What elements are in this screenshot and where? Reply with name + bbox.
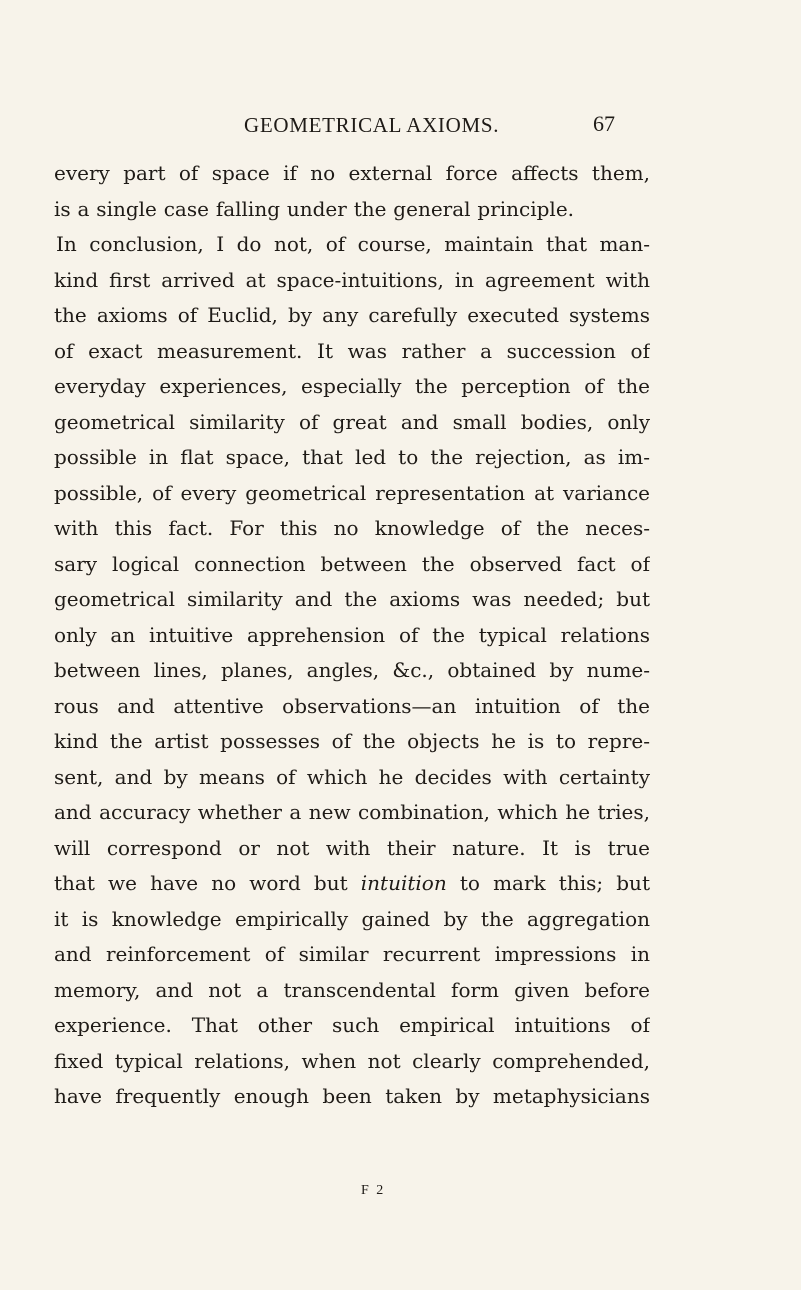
text-line: of exact measurement. It was rather a succession of <box>54 338 650 363</box>
page-header <box>0 113 801 143</box>
italic-term: intuition <box>360 871 447 895</box>
text-line: possible, of every geometrical representation at variance <box>54 480 650 505</box>
text-line: and reinforcement of similar recurrent impressions in <box>54 942 650 966</box>
text-line: memory, and not a transcendental form given before <box>54 977 650 1002</box>
text-line: geometrical similarity and the axioms was needed; but <box>54 587 650 611</box>
text-line: possible in flat space, that led to the rejection, as im- <box>54 445 650 469</box>
text-line: sent, and by means of which he decides with certainty <box>54 764 650 789</box>
text-line: kind first arrived at space-intuitions, in agreement with <box>54 267 650 292</box>
text-line: it is knowledge empirically gained by the aggregation <box>54 906 650 931</box>
text-segment: to mark this; but <box>459 871 650 895</box>
text-line <box>54 866 650 902</box>
text-line: only an intuitive apprehension of the typical relations <box>54 622 650 647</box>
signature-mark: F 2 <box>361 1183 386 1198</box>
text-segment: that we have no word but <box>54 871 348 895</box>
text-line: is a single case falling under the general principle. <box>54 196 575 221</box>
text-line: experience. That other such empirical intuitions of <box>54 1013 650 1037</box>
text-line: every part of space if no external force affects them, <box>54 161 650 185</box>
text-line: the axioms of Euclid, by any carefully executed systems <box>54 303 650 327</box>
text-line: fixed typical relations, when not clearly comprehended, <box>54 1048 650 1073</box>
text-line: kind the artist possesses of the objects he is to repre- <box>54 729 650 753</box>
text-line: have frequently enough been taken by metaphysicians <box>54 1084 650 1108</box>
text-line: rous and attentive observations—an intuition of the <box>54 693 650 718</box>
text-line: sary logical connection between the observed fact of <box>54 551 650 576</box>
text-line: everyday experiences, especially the perception of the <box>54 374 650 398</box>
body-text <box>54 156 650 1115</box>
text-line: In conclusion, I do not, of course, maintain that man- <box>56 232 650 256</box>
running-head: GEOMETRICAL AXIOMS. <box>244 113 500 137</box>
text-line: geometrical similarity of great and small bodies, only <box>54 409 650 434</box>
text-line: between lines, planes, angles, &c., obtained by nume- <box>54 658 650 682</box>
text-line: with this fact. For this no knowledge of the neces- <box>54 516 650 540</box>
text-line: will correspond or not with their nature. It is true <box>54 835 650 860</box>
page-number: 67 <box>593 111 615 136</box>
text-line: and accuracy whether a new combination, which he tries, <box>54 800 650 824</box>
